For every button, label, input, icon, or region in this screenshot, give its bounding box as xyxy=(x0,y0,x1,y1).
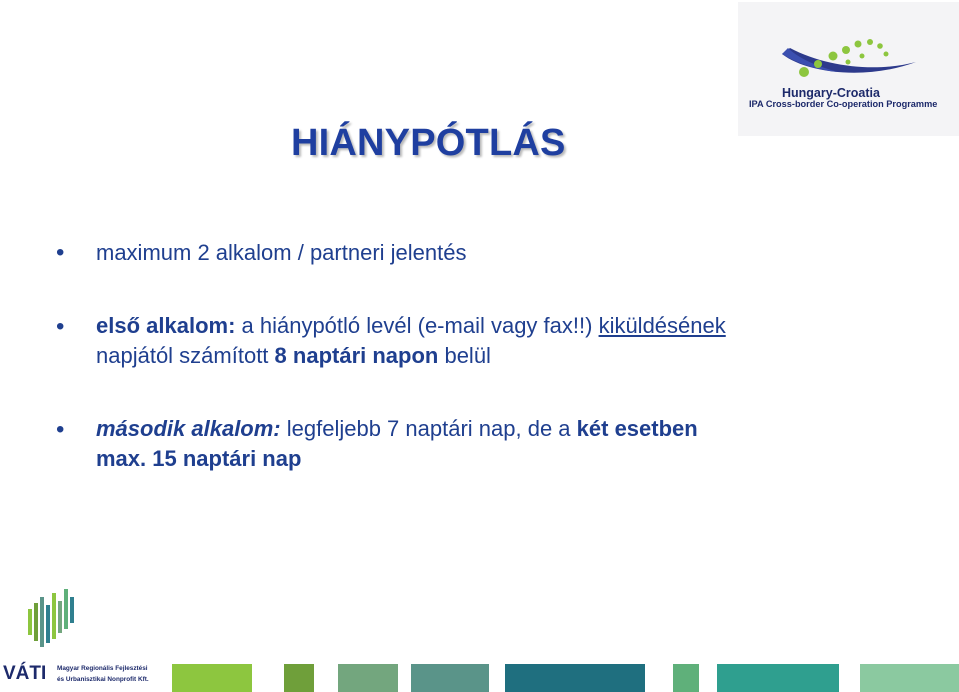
programme-swoosh-icon xyxy=(738,2,959,92)
vati-logo xyxy=(0,585,160,692)
vati-org-line2: és Urbanisztikai Nonprofit Kft. xyxy=(57,676,149,683)
bullet-3-lead: második alkalom: xyxy=(96,416,281,441)
bullet-2-underlined: kiküldésének xyxy=(598,313,726,338)
bullet-1-text xyxy=(96,238,466,268)
bullet-marker: • xyxy=(56,239,65,266)
vati-wordmark: VÁTI xyxy=(3,663,47,684)
footer-band-segment xyxy=(860,664,959,692)
programme-logo xyxy=(738,2,959,136)
bullet-2-lead: első alkalom: xyxy=(96,313,236,338)
footer-band-segment xyxy=(505,664,645,692)
bullet-2-line2-end: belül xyxy=(438,343,491,368)
bullet-3-line2: max. 15 naptári nap xyxy=(96,446,302,471)
bullet-2-body: a hiánypótló levél (e-mail vagy fax!!) xyxy=(235,313,599,338)
bullet-3-emphasis: két esetben xyxy=(576,416,698,441)
vati-bars-icon xyxy=(18,585,98,655)
footer-band-segment xyxy=(172,664,252,692)
bullet-1-content: maximum 2 alkalom / partneri jelentés xyxy=(96,240,467,265)
footer-band-segment xyxy=(717,664,839,692)
bullet-marker: • xyxy=(56,313,65,340)
footer-band-segment xyxy=(284,664,314,692)
footer-band-segment xyxy=(673,664,699,692)
programme-logo-subtitle: IPA Cross-border Co-operation Programme xyxy=(749,99,938,109)
bullet-2-line2-start: napjától számított xyxy=(96,343,275,368)
bullet-3-text xyxy=(96,414,698,474)
programme-logo-title: Hungary-Croatia xyxy=(782,86,880,100)
footer-band-segment xyxy=(338,664,398,692)
bullet-marker: • xyxy=(56,416,65,443)
bullet-2-text xyxy=(96,311,726,371)
bullet-2-deadline: 8 naptári napon xyxy=(274,343,439,368)
vati-org-line1: Magyar Regionális Fejlesztési xyxy=(57,665,148,672)
slide-title: HIÁNYPÓTLÁS xyxy=(291,122,566,164)
footer-band-segment xyxy=(411,664,489,692)
bullet-3-body: legfeljebb 7 naptári nap, de a xyxy=(280,416,577,441)
